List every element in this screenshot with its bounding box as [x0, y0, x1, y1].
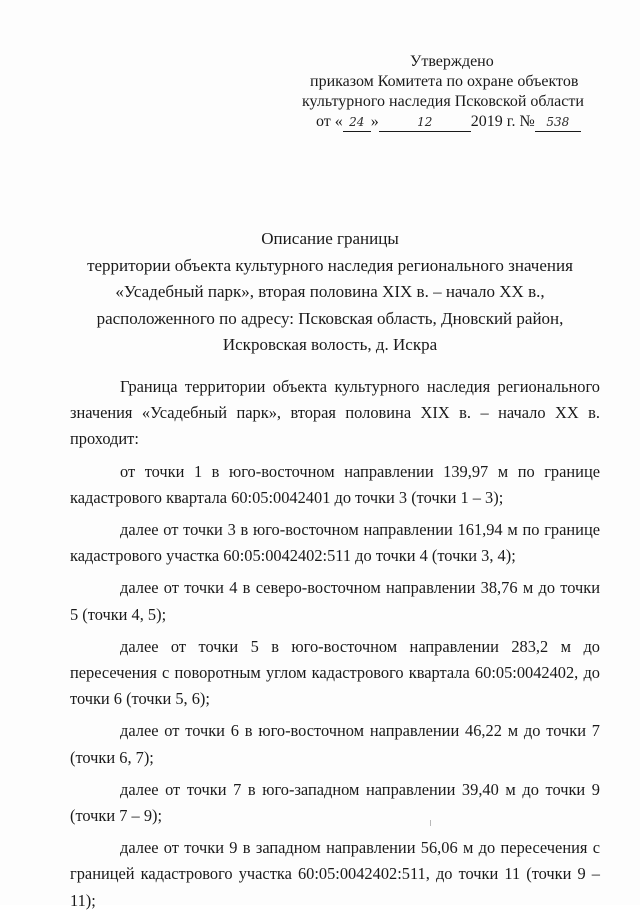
- document-title: [60, 226, 600, 359]
- title-line-5: Искровская волость, д. Искра: [222, 335, 438, 354]
- intro-paragraph: Граница территории объекта культурного наследия регионального значения «Усадебный парк», вторая половина XIX в. – начало XX в. проходит:: [70, 377, 600, 449]
- document-body: [70, 374, 600, 914]
- date-mid: »: [370, 113, 379, 130]
- date-month-field: 12: [379, 115, 471, 132]
- boundary-segment: от точки 1 в юго-восточном направлении 139,97 м по границе кадастрового квартала 60:05:0042401 до точки 3 (точки 1 – 3);: [70, 461, 600, 507]
- title-line-1: Описание границы: [261, 229, 399, 248]
- title-line-3: «Усадебный парк», вторая половина XIX в. – начало XX в.,: [115, 282, 545, 301]
- approval-order-line: приказом Комитета по охране объектов: [310, 73, 579, 90]
- boundary-segment: далее от точки 3 в юго-восточном направлении 161,94 м по границе кадастрового участка 60:05:0042402:511 до точки 4 (точки 3, 4);: [70, 520, 600, 566]
- boundary-segment: далее от точки 4 в северо-восточном направлении 38,76 м до точки 5 (точки 4, 5);: [70, 578, 600, 624]
- approval-block: [292, 52, 602, 132]
- approval-date-line: [292, 112, 602, 132]
- date-year: 2019 г. №: [470, 113, 535, 130]
- date-day-field: 24: [343, 115, 371, 132]
- approval-heading: Утверждено: [410, 53, 494, 70]
- title-line-2: территории объекта культурного наследия регионального значения: [87, 255, 573, 275]
- approval-committee-line: культурного наследия Псковской области: [302, 93, 584, 110]
- title-line-4: расположенного по адресу: Псковская область, Дновский район,: [96, 308, 564, 328]
- order-number-field: 538: [535, 115, 581, 132]
- boundary-segment: далее от точки 6 в юго-восточном направлении 46,22 м до точки 7 (точки 6, 7);: [70, 721, 600, 767]
- boundary-segment: далее от точки 9 в западном направлении 56,06 м до пересечения с границей кадастрового участка 60:05:0042402:511, до точки 11 (точки 9 – 11);: [70, 838, 600, 910]
- boundary-segment: далее от точки 7 в юго-западном направлении 39,40 м до точки 9 (точки 7 – 9);: [70, 779, 600, 826]
- scan-speck: [430, 820, 431, 826]
- date-prefix: от «: [316, 113, 343, 130]
- boundary-segment: далее от точки 5 в юго-восточном направлении 283,2 м до пересечения с поворотным углом кадастрового квартала 60:05:0042402, до точки 6 (точки 5, 6);: [70, 636, 600, 709]
